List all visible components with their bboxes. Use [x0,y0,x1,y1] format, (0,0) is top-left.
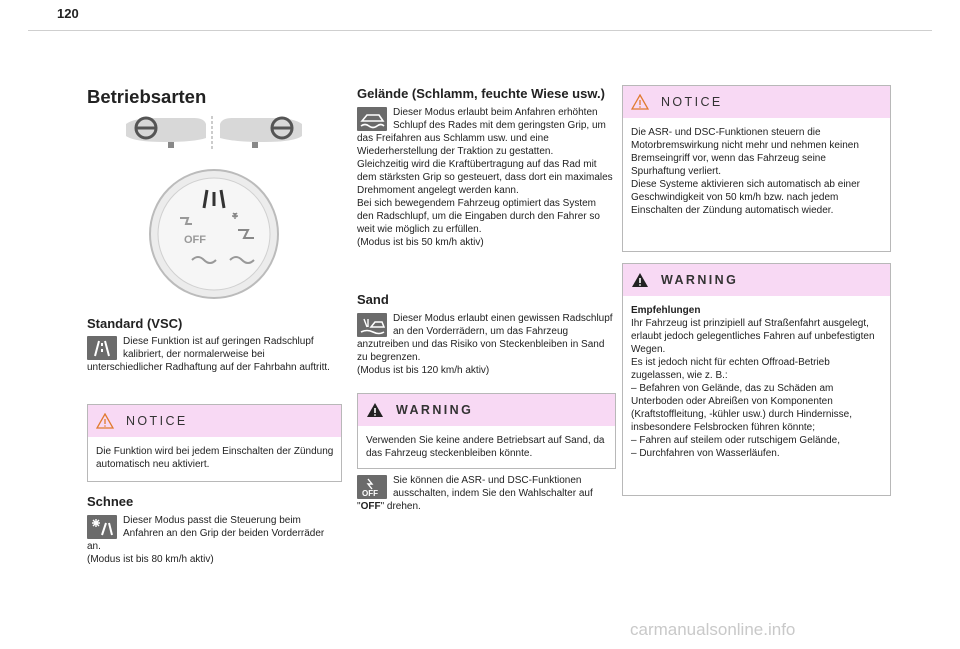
off-text: Sie können die ASR- und DSC-Funktionen ausschalten, indem Sie den Wahlschalter auf "OFF" drehen. [357,475,593,512]
list-item: – Fahren auf steilem oder rutschigem Gelände, [631,435,840,446]
warning-header [623,264,890,296]
off-word: OFF [360,501,381,512]
notice-title: NOTICE [126,414,188,428]
off-section [357,474,614,513]
watermark: carmanualsonline.info [630,620,796,639]
warning-triangle-icon [631,272,649,288]
sand-mode-icon [357,313,387,337]
gelaende-p2: Gleichzeitig wird die Kraftübertragung auf das Rad mit dem stärksten Grip so gesteuert, dass dort ein maximales Drehmoment angelegt werden kann. [357,159,613,196]
warning-title: WARNING [396,403,474,417]
warning-box-2 [357,393,616,469]
steering-wheel-illustration [124,112,304,152]
schnee-section [87,514,339,566]
schnee-title: Schnee [87,494,134,509]
mode-selector-dial [148,168,280,300]
standard-section [87,335,339,374]
list-item: – Befahren von Gelände, das zu Schäden am Unterboden oder Abreißen von Komponenten (Kraftstoffleitung, -kühler usw.) durch Hindernisse, insbesondere Felsbrocken führen könnte; [631,383,853,433]
notice-p1: Die ASR- und DSC-Funktionen steuern die Motorbremswirkung nicht mehr und nehmen keinen Bremseingriff vor, wenn das Fahrzeug seine Spurhaftung verliert. [631,127,859,177]
gelaende-section [357,106,614,249]
schnee-text: Dieser Modus passt die Steuerung beim Anfahren an den Grip der beiden Vorderräder an. [87,515,325,552]
notice-header [88,405,341,437]
list-item: – Durchfahren von Wasserläufen. [631,448,780,459]
esc-off-icon [357,475,387,499]
mud-mode-icon [357,107,387,131]
warning-triangle-icon [631,94,649,110]
svg-text:OFF: OFF [362,489,378,497]
standard-text: Diese Funktion ist auf geringen Radschlupf kalibriert, der normalerweise bei unterschiedlicher Radhaftung auf der Fahrbahn auftritt. [87,336,330,373]
snow-mode-icon [87,515,117,539]
warning-title: WARNING [661,273,739,287]
page-number: 120 [57,6,79,21]
notice-header [623,86,890,118]
dial-off-label: OFF [184,234,206,246]
warning-box-3 [622,263,891,496]
warning-p1: Ihr Fahrzeug ist prinzipiell auf Straßenfahrt ausgelegt, erlaubt jedoch gelegentliches Fahren auf unbefestigten Wegen. [631,318,875,355]
gelaende-note: (Modus ist bis 50 km/h aktiv) [357,237,484,248]
vsc-road-icon [87,336,117,360]
standard-title: Standard (VSC) [87,316,183,331]
sand-section [357,312,614,377]
gelaende-title: Gelände (Schlamm, feuchte Wiese usw.) [357,86,605,101]
sand-text: Dieser Modus erlaubt einen gewissen Radschlupf an den Vorderrädern, um das Fahrzeug anzutreiben und das Risiko von Steckenbleiben in Sand zu begrenzen. [357,313,613,363]
schnee-note: (Modus ist bis 80 km/h aktiv) [87,554,214,565]
notice-title: NOTICE [661,95,723,109]
notice-text: Die Funktion wird bei jedem Einschalten der Zündung automatisch neu aktiviert. [96,446,334,470]
warning-header [358,394,615,426]
warning-p2: Es ist jedoch nicht für echten Offroad-Betrieb zugelassen, wie z. B.: [631,357,830,381]
notice-box-3 [622,85,891,252]
sand-note: (Modus ist bis 120 km/h aktiv) [357,365,490,376]
warning-heading: Empfehlungen [631,305,701,316]
warning-text: Verwenden Sie keine andere Betriebsart auf Sand, da das Fahrzeug steckenbleiben könnte. [366,435,605,459]
gelaende-p1: Dieser Modus erlaubt beim Anfahren erhöhten Schlupf des Rades mit dem geringsten Grip, um das Freifahren aus Schlamm usw. und eine Wiederherstellung der Traktion zu gestatten. [357,107,606,157]
warning-triangle-icon [96,413,114,429]
page-title: Betriebsarten [87,86,207,107]
warning-triangle-icon [366,402,384,418]
gelaende-p3: Bei sich bewegendem Fahrzeug optimiert das System den Radschlupf, um die Eingaben durch den Fahrer so weit wie möglich zu erfüllen. [357,198,600,235]
sand-title: Sand [357,292,389,307]
header-rule [28,30,932,31]
notice-box-1 [87,404,342,482]
notice-p2: Diese Systeme aktivieren sich automatisch ab einer Geschwindigkeit von 50 km/h bzw. nach jedem Einschalten der Zündung automatisch wieder. [631,179,860,216]
